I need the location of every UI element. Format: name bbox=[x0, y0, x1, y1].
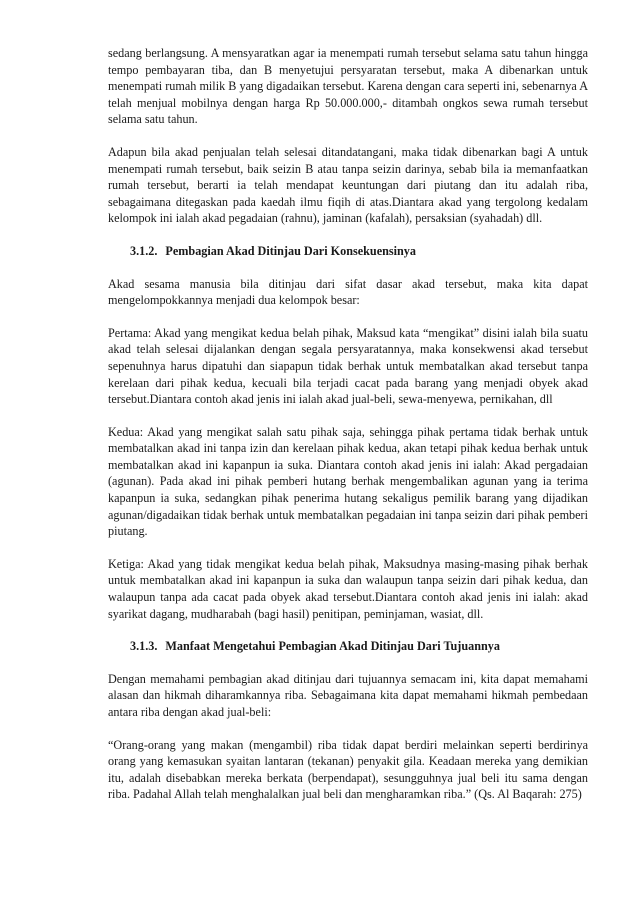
section-heading bbox=[130, 243, 588, 260]
paragraph: sedang berlangsung. A mensyaratkan agar ia menempati rumah tersebut selama satu tahun hingga tempo pembayaran tiba, dan B menyetujui persyaratan tersebut, maka A dibenarkan untuk menempati rumah milik B yang digadaikan tersebut. Karena dengan cara seperti ini, sebenarnya A telah menjual mobilnya dengan harga Rp 50.000.000,- ditambah ongkos sewa rumah tersebut selama satu tahun. bbox=[108, 46, 588, 127]
paragraph: Adapun bila akad penjualan telah selesai ditandatangani, maka tidak dibenarkan bagi A untuk menempati rumah tersebut, baik seizin B atau tanpa seizin darinya, sebab bila ia memanfaatkan rumah tersebut, berarti ia telah mendapat keuntungan dari piutang dan itu adalah riba, sebagaimana ditegaskan pada kaedah ilmu fiqih di atas.Diantara akad yang tergolong kedalam kelompok ini ialah akad pegadaian (rahnu), jaminan (kafalah), persaksian (syahadah) dll. bbox=[108, 144, 588, 226]
section-heading bbox=[130, 638, 588, 655]
section-title: Manfaat Mengetahui Pembagian Akad Ditinjau Dari Tujuannya bbox=[165, 639, 500, 654]
quote-paragraph: “Orang-orang yang makan (mengambil) riba tidak dapat berdiri melainkan seperti berdirinya orang yang kemasukan syaitan lantaran (tekanan) penyakit gila. Keadaan mereka yang demikian itu, adalah disebabkan mereka berkata (berpendapat), sesungguhnya jual beli itu sama dengan riba. Padahal Allah telah menghalalkan jual beli dan mengharamkan riba.” (Qs. Al Baqarah: 275) bbox=[108, 737, 588, 802]
paragraph: Ketiga: Akad yang tidak mengikat kedua belah pihak, Maksudnya masing-masing pihak berhak untuk membatalkan akad ini kapanpun ia suka dan walaupun tanpa seizin dari pihak kedua, dan walaupun tanpa ada cacat pada obyek akad tersebut.Diantara contoh akad jenis ini ialah: akad syarikat dagang, mudharabah (bagi hasil) penitipan, peminjaman, wasiat, dll. bbox=[108, 556, 588, 621]
paragraph: Pertama: Akad yang mengikat kedua belah pihak, Maksud kata “mengikat” disini ialah bila suatu akad telah selesai dijalankan dengan segala persyaratannya, maka konsekwensi akad tersebut sepenuhnya harus dipatuhi dan siapapun tidak berhak untuk membatalkan akad tersebut tanpa kerelaan dari pihak kedua, kecuali bila terjadi cacat pada barang yang menjadi obyek akad tersebut.Diantara contoh akad jenis ini ialah akad jual-beli, sewa-menyewa, pernikahan, dll bbox=[108, 325, 588, 407]
paragraph: Dengan memahami pembagian akad ditinjau dari tujuannya semacam ini, kita dapat memahami alasan dan hikmah diharamkannya riba. Sebagaimana kita dapat memahami hikmah pembedaan antara riba dengan akad jual-beli: bbox=[108, 671, 588, 719]
paragraph: Kedua: Akad yang mengikat salah satu pihak saja, sehingga pihak pertama tidak berhak untuk membatalkan akad ini tanpa izin dan kerelaan pihak kedua, akan tetapi pihak kedua berhak untuk membatalkan akad ini kapanpun ia suka. Diantara contoh akad jenis ini ialah: Akad pergadaian (agunan). Pada akad ini pihak pemberi hutang berhak mengembalikan agunan yang ia terima kapanpun ia suka, sedangkan pihak penerima hutang sekaligus pemilik barang yang dijadikan agunan/digadaikan tidak berhak untuk membatalkan pegadaian ini tanpa seizin dari pihak pemberi piutang. bbox=[108, 424, 588, 539]
document-page bbox=[108, 45, 588, 819]
section-number: 3.1.3. bbox=[130, 639, 158, 654]
section-title: Pembagian Akad Ditinjau Dari Konsekuensinya bbox=[165, 243, 416, 258]
section-number: 3.1.2. bbox=[130, 243, 158, 258]
paragraph: Akad sesama manusia bila ditinjau dari sifat dasar akad tersebut, maka kita dapat mengelompokkannya menjadi dua kelompok besar: bbox=[108, 276, 588, 308]
